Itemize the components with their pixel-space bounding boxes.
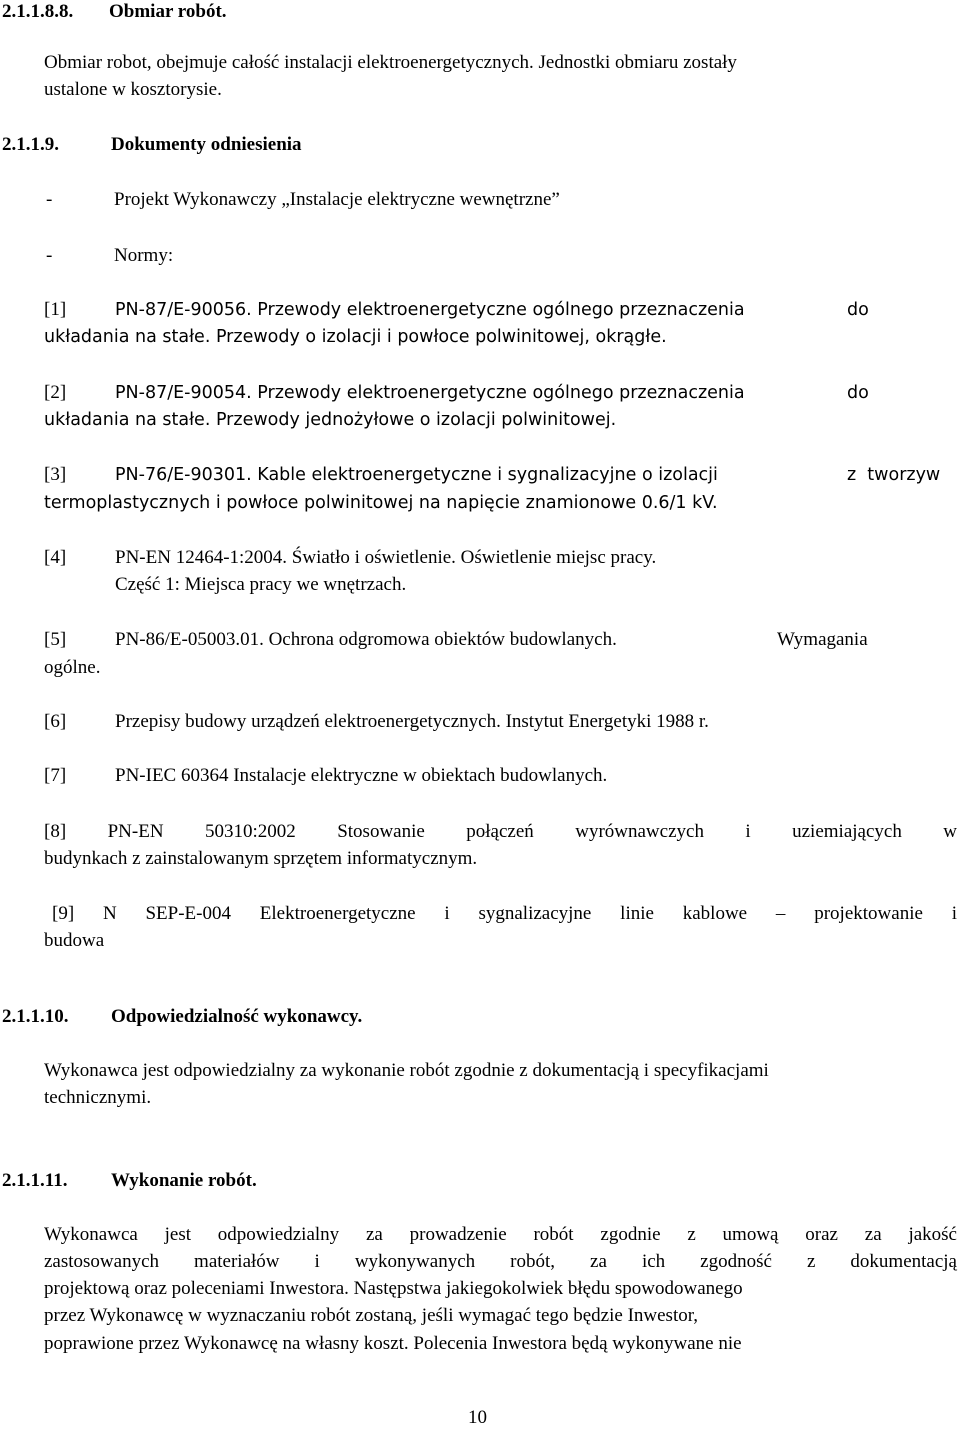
reference-number: [1] — [44, 299, 67, 320]
reference-line-tail: z tworzyw — [847, 465, 941, 485]
reference-line: ogólne. — [44, 657, 101, 678]
paragraph-line: poprawione przez Wykonawcę na własny koszt. Polecenia Inwestora będą wykonywane nie — [44, 1333, 742, 1354]
paragraph-line: Wykonawca jest odpowiedzialny za wykonanie robót zgodnie z dokumentacją i specyfikacjami — [44, 1060, 769, 1081]
section-number: 2.1.1.10. — [2, 1006, 69, 1027]
reference-line: PN-87/E-90056. Przewody elektroenergetyczne ogólnego przeznaczenia — [115, 300, 745, 320]
reference-line: PN-EN 12464-1:2004. Światło i oświetlenie. Oświetlenie miejsc pracy. — [115, 547, 657, 568]
section-title: Dokumenty odniesienia — [111, 134, 302, 155]
reference-line: [8] PN-EN 50310:2002 Stosowanie połączeń wyrównawczych i uziemiających w — [44, 821, 957, 842]
reference-number: [3] — [44, 464, 67, 485]
reference-number: [4] — [44, 547, 67, 568]
paragraph-line: przez Wykonawcę w wyznaczaniu robót zostaną, jeśli wymagać tego będzie Inwestor, — [44, 1305, 699, 1326]
reference-line: [9] N SEP-E-004 Elektroenergetyczne i sygnalizacyjne linie kablowe – projektowanie i — [52, 903, 957, 924]
reference-line: PN-76/E-90301. Kable elektroenergetyczne i sygnalizacyjne o izolacji — [115, 465, 718, 485]
reference-number: [6] — [44, 711, 67, 732]
paragraph-line: Obmiar robot, obejmuje całość instalacji elektroenergetycznych. Jednostki obmiaru zostały — [44, 52, 737, 73]
paragraph-line: projektową oraz poleceniami Inwestora. Następstwa jakiegokolwiek błędu spowodowanego — [44, 1278, 743, 1299]
paragraph-line: ustalone w kosztorysie. — [44, 79, 222, 100]
list-dash: - — [46, 245, 53, 266]
reference-line: PN-87/E-90054. Przewody elektroenergetyczne ogólnego przeznaczenia — [115, 383, 745, 403]
reference-line: PN-86/E-05003.01. Ochrona odgromowa obiektów budowlanych. — [115, 629, 617, 650]
section-number: 2.1.1.11. — [2, 1170, 68, 1191]
list-item: Normy: — [114, 245, 174, 266]
reference-line: Przepisy budowy urządzeń elektroenergetycznych. Instytut Energetyki 1988 r. — [115, 711, 709, 732]
paragraph-line: Wykonawca jest odpowiedzialny za prowadzenie robót zgodnie z umową oraz za jakość — [44, 1224, 957, 1245]
reference-line: PN-IEC 60364 Instalacje elektryczne w obiektach budowlanych. — [115, 765, 608, 786]
list-item: Projekt Wykonawczy „Instalacje elektryczne wewnętrzne” — [114, 189, 560, 210]
section-number: 2.1.1.9. — [2, 134, 59, 155]
reference-line: układania na stałe. Przewody o izolacji i powłoce polwinitowej, okrągłe. — [44, 327, 667, 347]
reference-number: [5] — [44, 629, 67, 650]
reference-number: [2] — [44, 382, 67, 403]
section-title: Wykonanie robót. — [111, 1170, 257, 1191]
reference-line: Część 1: Miejsca pracy we wnętrzach. — [115, 574, 407, 595]
paragraph-line: zastosowanych materiałów i wykonywanych robót, za ich zgodność z dokumentacją — [44, 1251, 957, 1272]
reference-line: budynkach z zainstalowanym sprzętem informatycznym. — [44, 848, 478, 869]
reference-line: budowa — [44, 930, 105, 951]
reference-line-tail: do — [847, 300, 869, 320]
reference-line-tail: do — [847, 383, 869, 403]
page-number: 10 — [468, 1407, 487, 1428]
section-title: Obmiar robót. — [109, 1, 227, 22]
reference-line: termoplastycznych i powłoce polwinitowej na napięcie znamionowe 0.6/1 kV. — [44, 493, 718, 513]
reference-line-tail: Wymagania — [777, 629, 868, 650]
paragraph-line: technicznymi. — [44, 1087, 152, 1108]
section-title: Odpowiedzialność wykonawcy. — [111, 1006, 363, 1027]
list-dash: - — [46, 189, 53, 210]
reference-number: [7] — [44, 765, 67, 786]
section-number: 2.1.1.8.8. — [2, 1, 74, 22]
reference-line: układania na stałe. Przewody jednożyłowe o izolacji polwinitowej. — [44, 410, 617, 430]
